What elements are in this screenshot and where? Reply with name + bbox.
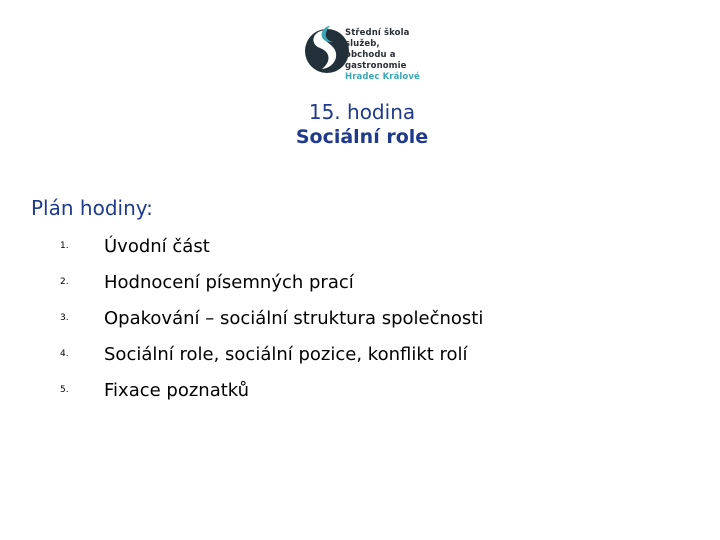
plan-list bbox=[60, 228, 483, 408]
logo-line-1: Střední škola služeb, bbox=[345, 28, 410, 49]
list-item bbox=[60, 264, 483, 300]
list-item-number: 1. bbox=[60, 241, 69, 251]
lesson-topic: Sociální role bbox=[295, 126, 429, 148]
school-logo bbox=[300, 14, 440, 80]
list-item bbox=[60, 372, 483, 408]
list-item bbox=[60, 228, 483, 264]
logo-line-2: obchodu a gastronomie bbox=[345, 50, 407, 71]
title-block bbox=[0, 100, 720, 150]
list-item-number: 4. bbox=[60, 349, 69, 359]
list-item-text: Úvodní část bbox=[104, 235, 210, 257]
school-emblem-icon bbox=[300, 14, 350, 80]
list-item-number: 2. bbox=[60, 277, 69, 287]
list-item-text: Fixace poznatků bbox=[104, 379, 250, 401]
list-item-number: 3. bbox=[60, 313, 69, 323]
lesson-number: 15. hodina bbox=[308, 100, 416, 124]
logo-line-city: Hradec Králové bbox=[345, 72, 420, 82]
list-item bbox=[60, 336, 483, 372]
plan-heading: Plán hodiny: bbox=[31, 196, 153, 220]
list-item-text: Hodnocení písemných prací bbox=[104, 271, 354, 293]
list-item-text: Opakování – sociální struktura společnosti bbox=[104, 307, 484, 329]
logo-text bbox=[345, 28, 440, 83]
list-item bbox=[60, 300, 483, 336]
list-item-text: Sociální role, sociální pozice, konflikt rolí bbox=[104, 343, 468, 365]
list-item-number: 5. bbox=[60, 385, 69, 395]
